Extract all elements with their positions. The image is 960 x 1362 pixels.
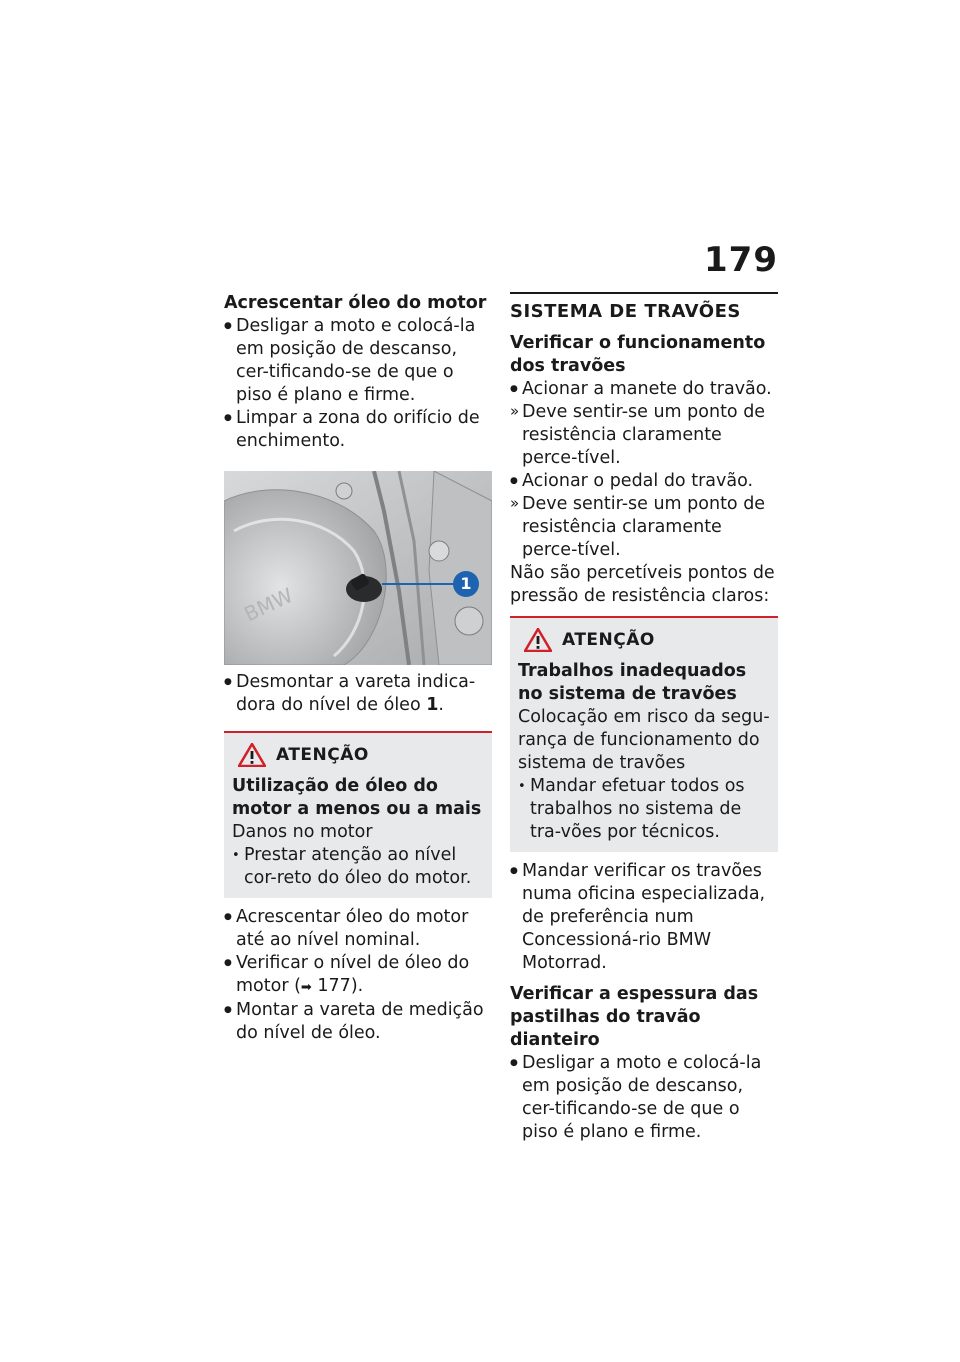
step-brake-lever: ● Acionar a manete do travão.	[510, 378, 778, 401]
step-check-level-suffix: ).	[350, 976, 364, 996]
figure-callout-1: 1	[460, 574, 472, 593]
step-add-oil: ● Acrescentar óleo do motor até ao nível nominal.	[224, 906, 492, 952]
warning-title: ATENÇÃO	[562, 630, 655, 650]
step-check-level-text: Verificar o nível de óleo do motor (	[236, 953, 470, 996]
heading-check-brakes: Verificar o funcionamento dos travões	[510, 333, 766, 376]
warning-action: • Mandar efetuar todos os trabalhos no sistema de tra-vões por técnicos.	[518, 775, 770, 844]
step-remove-dipstick-ref: 1	[426, 695, 439, 715]
engine-illustration	[224, 471, 492, 665]
right-column	[510, 292, 778, 1144]
engine-oil-filler-figure	[224, 471, 492, 665]
page-ref-arrow-icon: ➡	[300, 980, 312, 995]
page-number: 179	[704, 240, 778, 280]
warning-consequence: Colocação em risco da segu-rança de funcionamento do sistema de travões	[518, 707, 770, 773]
warning-box-brakes	[510, 616, 778, 852]
warning-title: ATENÇÃO	[276, 745, 369, 765]
warning-action: • Prestar atenção ao nível cor-reto do óleo do motor.	[232, 844, 484, 890]
warning-triangle-icon	[238, 743, 266, 767]
left-column	[224, 292, 492, 1045]
heading-brake-pads: Verificar a espessura das pastilhas do travão dianteiro	[510, 984, 759, 1050]
step-remove-dipstick: ● Desmontar a vareta indica-dora do nível de óleo 1.	[224, 671, 492, 717]
warning-box-oil	[224, 731, 492, 898]
section-title-brakes: SISTEMA DE TRAVÕES	[510, 292, 778, 324]
step-workshop: ● Mandar verificar os travões numa oficina especializada, de preferência num Concessioná-rio BMW Motorrad.	[510, 860, 778, 975]
heading-add-oil: Acrescentar óleo do motor	[224, 293, 487, 313]
page-ref-link[interactable]: 177	[317, 976, 351, 996]
result-brake-lever: » Deve sentir-se um ponto de resistência claramente perce-tível.	[510, 401, 778, 470]
step-brake-pedal: ● Acionar o pedal do travão.	[510, 470, 778, 493]
step-park-bike-2: ● Desligar a moto e colocá-la em posição de descanso, cer-tificando-se de que o piso é plano e firme.	[510, 1052, 778, 1144]
cover-logo-text: BMW	[240, 583, 297, 627]
step-install-dipstick: ● Montar a vareta de medição do nível de óleo.	[224, 999, 492, 1045]
warning-consequence: Danos no motor	[232, 822, 373, 842]
warning-subtitle: Utilização de óleo do motor a menos ou a mais	[232, 776, 482, 819]
step-check-level	[224, 952, 492, 999]
step-remove-dipstick-text: Desmontar a vareta indica-dora do nível de óleo	[236, 672, 476, 715]
result-brake-pedal: » Deve sentir-se um ponto de resistência claramente perce-tível.	[510, 493, 778, 562]
warning-triangle-icon	[524, 628, 552, 652]
step-clean-filler: ● Limpar a zona do orifício de enchimento.	[224, 407, 492, 453]
brake-note: Não são percetíveis pontos de pressão de resistência claros:	[510, 563, 775, 606]
warning-subtitle: Trabalhos inadequados no sistema de travões	[518, 661, 747, 704]
step-park-bike: ● Desligar a moto e colocá-la em posição de descanso, cer-tificando-se de que o piso é plano e firme.	[224, 315, 492, 407]
